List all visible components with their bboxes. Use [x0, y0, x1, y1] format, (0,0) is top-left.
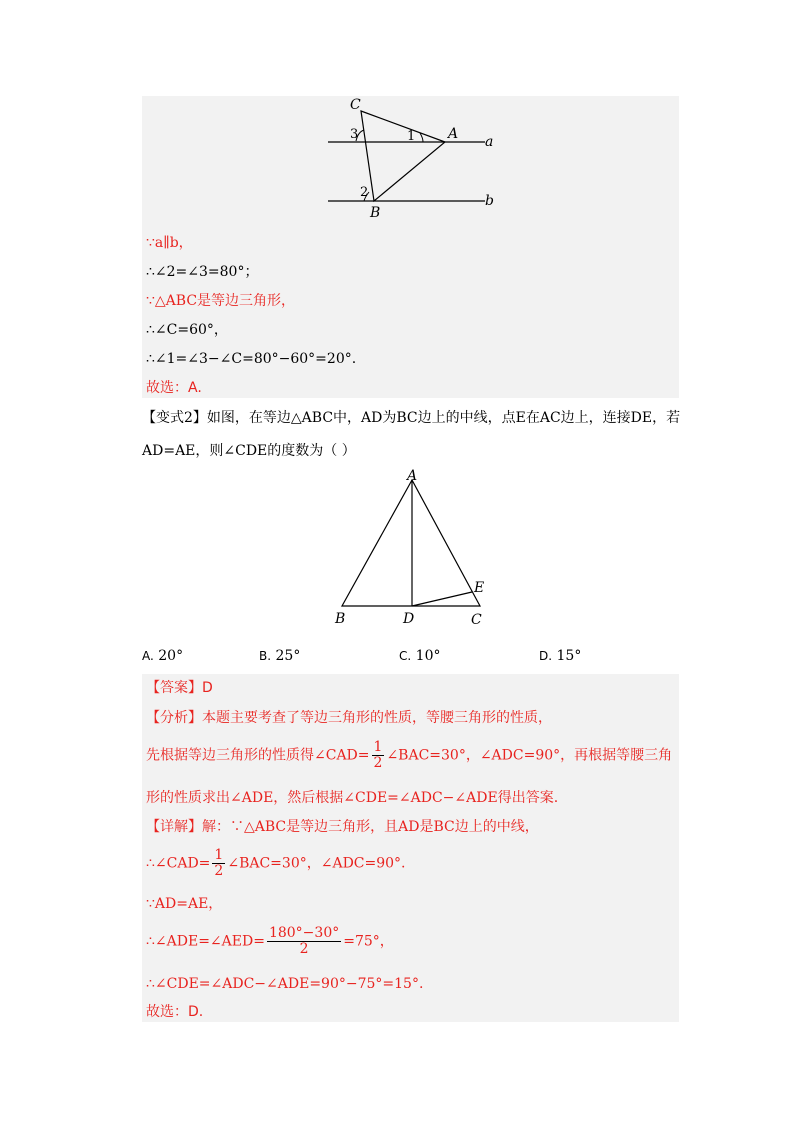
label-D2: D — [403, 611, 415, 627]
detail-line-2-post: ∠BAC=30°，∠ADC=90°. — [227, 855, 406, 872]
option-a-value: 20° — [158, 648, 184, 664]
fraction-half-2 — [212, 848, 225, 879]
option-d[interactable] — [539, 648, 581, 664]
option-c[interactable] — [399, 648, 440, 664]
triangle-abc-2 — [342, 480, 480, 606]
analysis-line-1: 【分析】本题主要考查了等边三角形的性质，等腰三角形的性质， — [146, 710, 552, 726]
label-b: b — [485, 193, 494, 209]
answer-line: 【答案】D — [146, 680, 213, 696]
detail-line-4 — [146, 926, 394, 957]
sol1-line-6: 故选：A. — [146, 380, 202, 396]
segment-de — [412, 592, 472, 606]
sol1-line-2: ∴∠2=∠3=80°； — [146, 264, 259, 280]
label-B: B — [370, 205, 381, 221]
fraction-num: 1 — [373, 739, 383, 755]
option-b-label: B. — [259, 649, 272, 663]
analysis-line-2-post: ∠BAC=30°，∠ADC=90°，再根据等腰三角 — [386, 747, 673, 764]
option-c-value: 10° — [415, 648, 441, 664]
figure-parallel-lines-triangle — [320, 96, 510, 221]
label-B2: B — [335, 611, 346, 627]
label-C2: C — [471, 612, 482, 628]
label-A2: A — [407, 468, 418, 484]
sol1-line-1: ∵a∥b， — [146, 235, 193, 251]
fraction-den-2: 2 — [214, 863, 224, 879]
label-3: 3 — [350, 127, 359, 142]
label-a: a — [485, 134, 494, 150]
label-A: A — [448, 126, 459, 142]
option-d-label: D. — [539, 649, 553, 663]
fraction-angle-den: 2 — [299, 941, 309, 957]
detail-line-3: ∵AD=AE， — [146, 896, 223, 912]
option-c-label: C. — [399, 649, 412, 663]
detail-line-6: 故选：D. — [146, 1004, 204, 1020]
label-2: 2 — [360, 185, 369, 200]
analysis-line-3: 形的性质求出∠ADE，然后根据∠CDE=∠ADC−∠ADE得出答案. — [146, 790, 559, 806]
detail-line-4-post: =75°， — [343, 933, 394, 950]
question-line-2: AD=AE，则∠CDE的度数为（ ） — [142, 443, 356, 459]
label-E2: E — [474, 580, 485, 596]
detail-line-2-pre: ∴∠CAD= — [146, 855, 211, 872]
question-line-1: 【变式2】如图，在等边△ABC中，AD为BC边上的中线，点E在AC边上，连接DE，若 — [142, 410, 681, 426]
fraction-den: 2 — [373, 755, 383, 771]
option-b[interactable] — [259, 648, 300, 664]
detail-line-1: 【详解】解：∵△ABC是等边三角形，且AD是BC边上的中线， — [146, 819, 539, 835]
detail-line-4-pre: ∴∠ADE=∠AED= — [146, 933, 265, 950]
option-a[interactable] — [142, 648, 183, 664]
sol1-line-4: ∴∠C=60°， — [146, 322, 228, 338]
figure-equilateral-triangle — [325, 468, 500, 630]
sol1-line-3: ∵△ABC是等边三角形， — [146, 293, 296, 309]
label-1: 1 — [407, 129, 416, 144]
option-a-label: A. — [142, 649, 154, 663]
option-b-value: 25° — [275, 648, 301, 664]
sol1-line-5: ∴∠1=∠3−∠C=80°−60°=20°. — [146, 351, 357, 367]
detail-line-5: ∴∠CDE=∠ADC−∠ADE=90°−75°=15°. — [146, 976, 424, 992]
label-C: C — [350, 97, 361, 113]
triangle-abc — [361, 111, 445, 201]
analysis-line-2-pre: 先根据等边三角形的性质得∠CAD= — [146, 747, 370, 764]
option-d-value: 15° — [556, 648, 582, 664]
fraction-angle-num: 180°−30° — [268, 925, 340, 941]
fraction-half — [372, 740, 385, 771]
detail-line-2 — [146, 848, 406, 879]
fraction-num-2: 1 — [214, 847, 224, 863]
fraction-angle — [267, 926, 341, 957]
analysis-line-2 — [146, 740, 672, 771]
